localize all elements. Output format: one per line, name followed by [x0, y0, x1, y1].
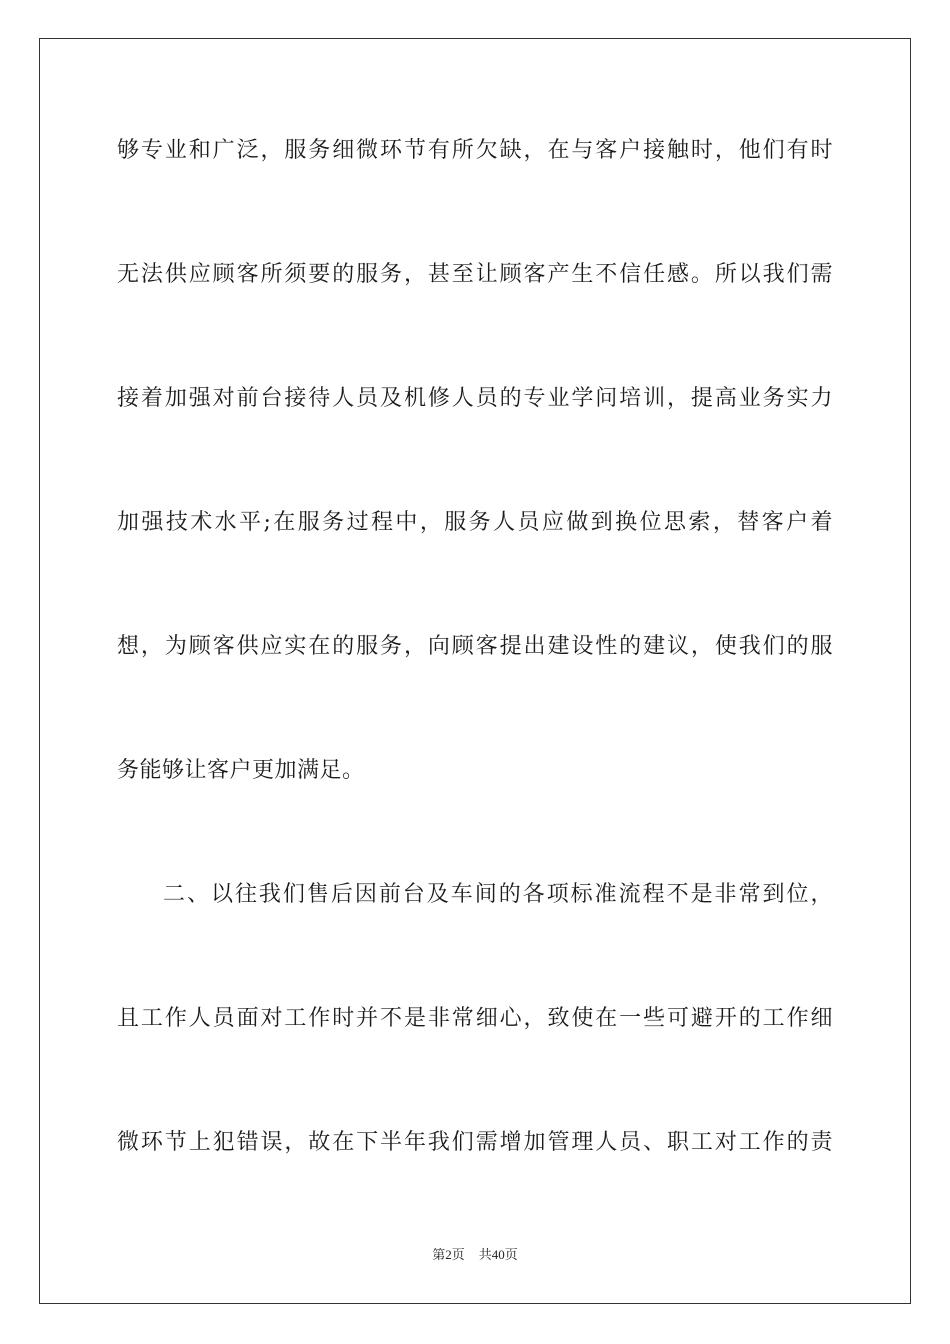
text-line: 无法供应顾客所须要的服务，甚至让顾客产生不信任感。所以我们需	[117, 262, 833, 287]
page-border	[39, 38, 911, 1304]
text-line: 务能够让客户更加满足。	[117, 758, 365, 783]
text-line: 微环节上犯错误，故在下半年我们需增加管理人员、职工对工作的责	[117, 1130, 833, 1155]
text-line: 接着加强对前台接待人员及机修人员的专业学问培训，提高业务实力	[117, 386, 833, 411]
page-total: 共40页	[478, 1247, 518, 1262]
text-line: 且工作人员面对工作时并不是非常细心，致使在一些可避开的工作细	[117, 1006, 833, 1031]
text-line: 够专业和广泛，服务细微环节有所欠缺，在与客户接触时，他们有时	[117, 138, 833, 163]
page-number: 第2页	[432, 1247, 465, 1262]
text-line: 想，为顾客供应实在的服务，向顾客提出建设性的建议，使我们的服	[117, 634, 833, 659]
text-line: 加强技术水平;在服务过程中，服务人员应做到换位思索，替客户着	[117, 510, 833, 535]
page-footer	[0, 1246, 950, 1264]
paragraph-start-line: 二、以往我们售后因前台及车间的各项标准流程不是非常到位，	[163, 882, 833, 907]
